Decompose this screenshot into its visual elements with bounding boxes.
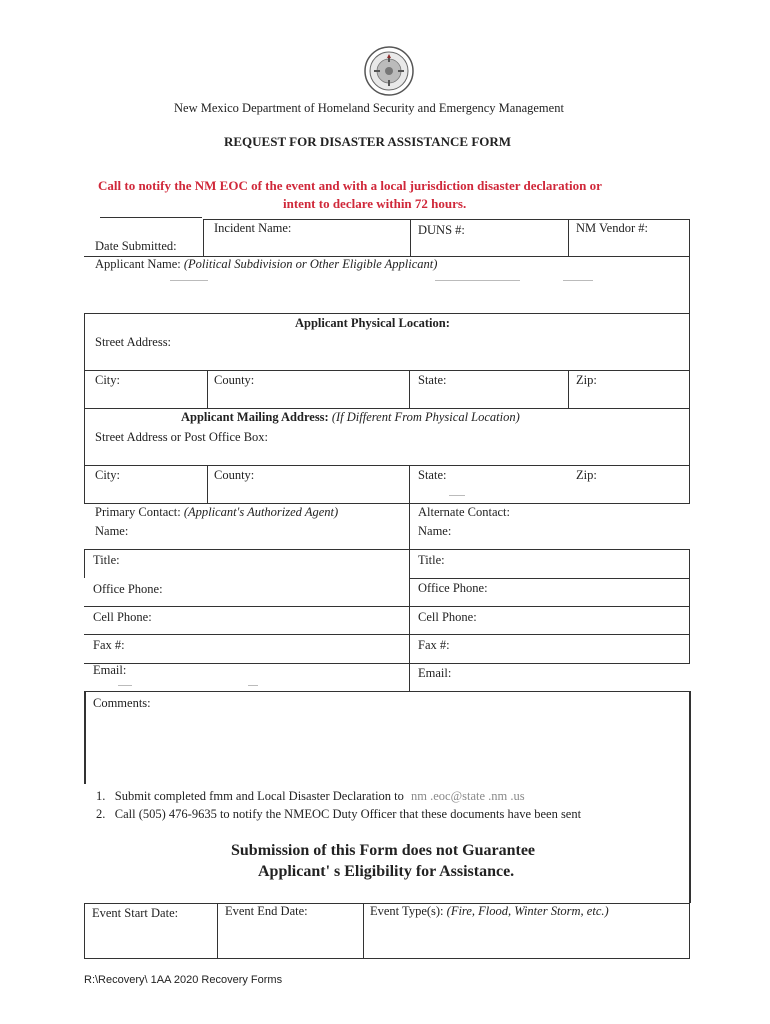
physical-county-label[interactable]: County: [214, 373, 255, 387]
alternate-cell-phone-label[interactable]: Cell Phone: [418, 610, 477, 624]
alternate-office-phone-label[interactable]: Office Phone: [418, 581, 488, 595]
primary-email-label[interactable]: Email: [93, 663, 127, 677]
disclaimer-line-2: Applicant' s Eligibility for Assistance. [258, 863, 515, 880]
event-end-date-label[interactable]: Event End Date: [225, 904, 308, 918]
eoc-email-link[interactable]: nm .eoc@state .nm .us [411, 789, 525, 803]
instruction-step-2 [96, 808, 581, 821]
date-submitted-label[interactable]: Date Submitted: [95, 239, 177, 253]
primary-fax-label[interactable]: Fax #: [93, 638, 125, 652]
form-title: REQUEST FOR DISASTER ASSISTANCE FORM [224, 134, 512, 149]
primary-name-label[interactable]: Name: [95, 524, 129, 538]
event-start-date-label[interactable]: Event Start Date: [92, 906, 179, 920]
nm-dhsem-seal-icon [364, 46, 414, 96]
event-types-text: Event Type(s): [370, 904, 444, 918]
physical-city-label[interactable]: City: [95, 373, 121, 387]
mailing-city-label[interactable]: City: [95, 468, 121, 482]
duns-label[interactable]: DUNS #: [418, 223, 465, 237]
alternate-fax-label[interactable]: Fax #: [418, 638, 450, 652]
mailing-county-label[interactable]: County: [214, 468, 255, 482]
mailing-zip-label[interactable]: Zip: [576, 468, 597, 482]
disclaimer-line-1: Submission of this Form does not Guarantee [231, 842, 536, 859]
step-2-number: 2. [96, 807, 106, 821]
mailing-address-heading [181, 411, 520, 424]
primary-cell-phone-label[interactable]: Cell Phone: [93, 610, 152, 624]
primary-heading-hint: (Applicant's Authorized Agent) [183, 505, 339, 519]
mailing-street-label[interactable]: Street Address or Post Office Box: [95, 430, 269, 444]
comments-label[interactable]: Comments: [93, 696, 151, 710]
physical-street-label[interactable]: Street Address: [95, 335, 172, 349]
nm-vendor-label[interactable]: NM Vendor #: [576, 221, 648, 235]
alternate-contact-heading: Alternate Contact: [418, 505, 510, 519]
step-1-text: Submit completed fmm and Local Disaster Declaration to [114, 789, 404, 803]
mailing-state-label[interactable]: State: [418, 468, 447, 482]
primary-title-label[interactable]: Title: [93, 553, 120, 567]
instruction-step-1 [96, 790, 525, 803]
alternate-name-label[interactable]: Name: [418, 524, 452, 538]
footer-file-path: R:\Recovery\ 1AA 2020 Recovery Forms [84, 974, 283, 986]
alternate-email-label[interactable]: Email: [418, 666, 452, 680]
physical-state-label[interactable]: State: [418, 373, 447, 387]
primary-heading-text: Primary Contact: [95, 505, 181, 519]
notice-line-1: Call to notify the NM EOC of the event and with a local jurisdiction disaster declaration or [98, 178, 602, 193]
step-1-number: 1. [96, 789, 106, 803]
primary-office-phone-label[interactable]: Office Phone: [93, 582, 163, 596]
applicant-name-hint: (Political Subdivision or Other Eligible Applicant) [183, 257, 438, 271]
primary-contact-heading [95, 506, 338, 519]
incident-name-label[interactable]: Incident Name: [214, 221, 292, 235]
step-2-text: Call (505) 476-9635 to notify the NMEOC Duty Officer that these documents have been sent [114, 807, 582, 821]
applicant-name-label[interactable] [95, 258, 437, 271]
physical-location-heading: Applicant Physical Location: [295, 316, 450, 330]
alternate-title-label[interactable]: Title: [418, 553, 445, 567]
mailing-heading-hint: (If Different From Physical Location) [331, 410, 520, 424]
applicant-name-text: Applicant Name: [95, 257, 181, 271]
department-name: New Mexico Department of Homeland Security and Emergency Management [174, 101, 564, 115]
event-types-hint: (Fire, Flood, Winter Storm, etc.) [446, 904, 609, 918]
event-types-label[interactable] [370, 905, 609, 918]
physical-zip-label[interactable]: Zip: [576, 373, 597, 387]
mailing-heading-text: Applicant Mailing Address: [181, 410, 329, 424]
notice-line-2: intent to declare within 72 hours. [283, 196, 467, 211]
